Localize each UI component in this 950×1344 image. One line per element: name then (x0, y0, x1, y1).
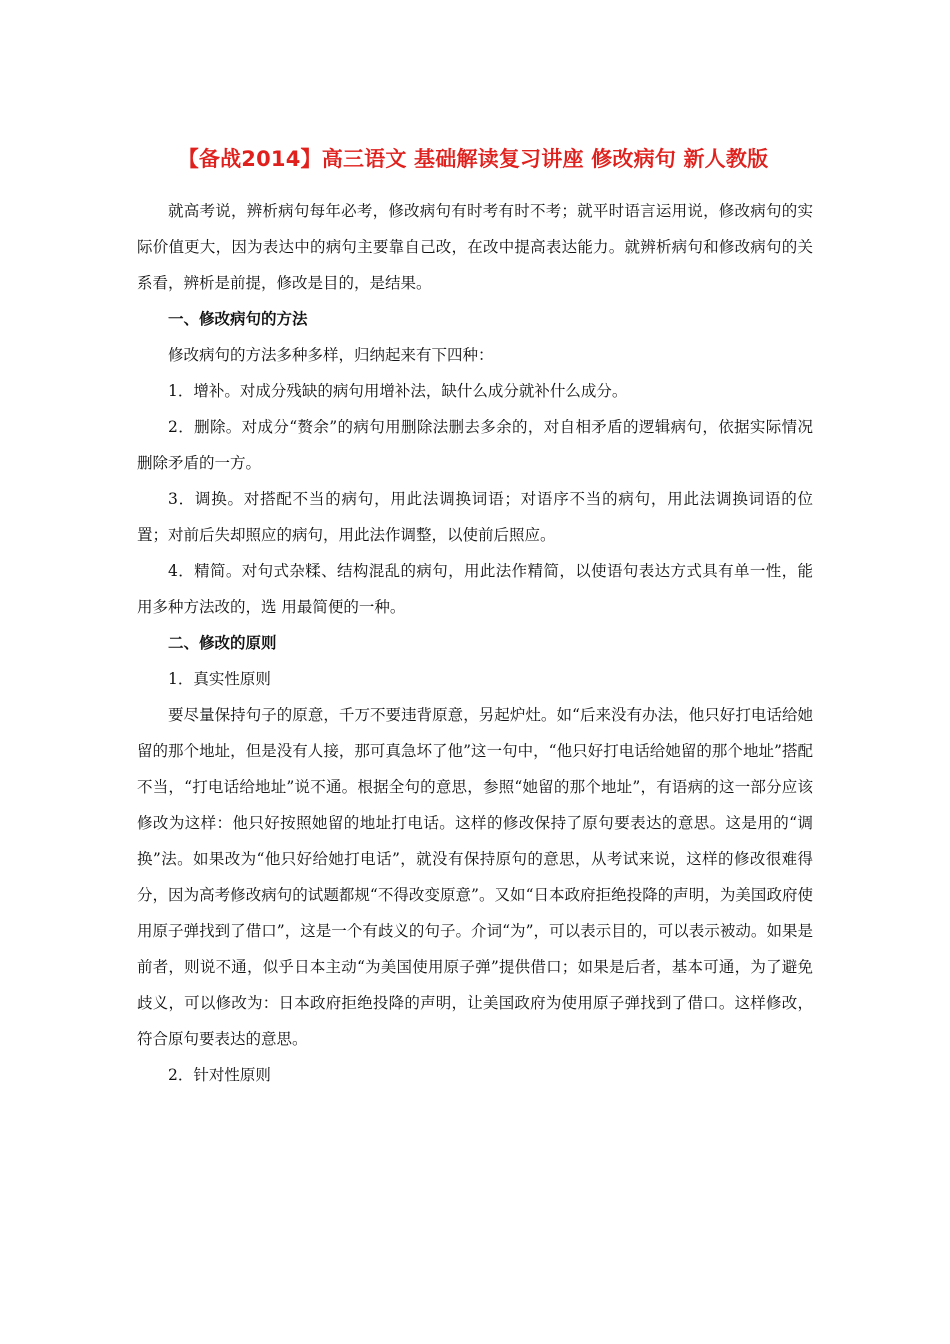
principle-relevance-title: 2．针对性原则 (168, 1066, 271, 1084)
method-item-simplify: 4．精简。对句式杂糅、结构混乱的病句，用此法作精简，以使语句表达方式具有单一性，能用多种方法改的，选 用最简便的一种。 (137, 562, 813, 616)
section-heading-methods: 一、修改病句的方法 (168, 310, 308, 328)
method-item-swap: 3．调换。对搭配不当的病句，用此法调换词语；对语序不当的病句，用此法调换词语的位置；对前后失却照应的病句，用此法作调整，以使前后照应。 (137, 490, 813, 544)
document-page (137, 143, 813, 1093)
document-title: 【备战2014】高三语文 基础解读复习讲座 修改病句 新人教版 (177, 147, 769, 171)
method-item-add: 1．增补。对成分残缺的病句用增补法，缺什么成分就补什么成分。 (168, 382, 628, 400)
intro-paragraph: 就高考说，辨析病句每年必考，修改病句有时考有时不考；就平时语言运用说，修改病句的实际价值更大，因为表达中的病句主要靠自己改，在改中提高表达能力。就辨析病句和修改病句的关系看，辨析是前提，修改是目的，是结果。 (137, 202, 813, 292)
methods-lead: 修改病句的方法多种多样，归纳起来有下四种： (168, 346, 494, 364)
principle-authenticity-title: 1．真实性原则 (168, 670, 271, 688)
principle-authenticity-body: 要尽量保持句子的原意，千万不要违背原意，另起炉灶。如“后来没有办法，他只好打电话给她留的那个地址，但是没有人接，那可真急坏了他”这一句中，“他只好打电话给她留的那个地址”搭配不当，“打电话给地址”说不通。根据全句的意思，参照“她留的那个地址”，有语病的这一部分应该修改为这样：他只好按照她留的地址打电话。这样的修改保持了原句要表达的意思。这是用的“调换”法。如果改为“他只好给她打电话”，就没有保持原句的意思，从考试来说，这样的修改很难得分，因为高考修改病句的试题都规“不得改变原意”。又如“日本政府拒绝投降的声明，为美国政府使用原子弹找到了借口”，这是一个有歧义的句子。介词“为”，可以表示目的，可以表示被动。如果是前者，则说不通，似乎日本主动“为美国使用原子弹”提供借口；如果是后者，基本可通，为了避免歧义，可以修改为：日本政府拒绝投降的声明，让美国政府为使用原子弹找到了借口。这样修改，符合原句要表达的意思。 (137, 706, 813, 1048)
section-heading-principles: 二、修改的原则 (168, 634, 277, 652)
method-item-delete: 2．删除。对成分“赘余”的病句用删除法删去多余的，对自相矛盾的逻辑病句，依据实际情况删除矛盾的一方。 (137, 418, 813, 472)
